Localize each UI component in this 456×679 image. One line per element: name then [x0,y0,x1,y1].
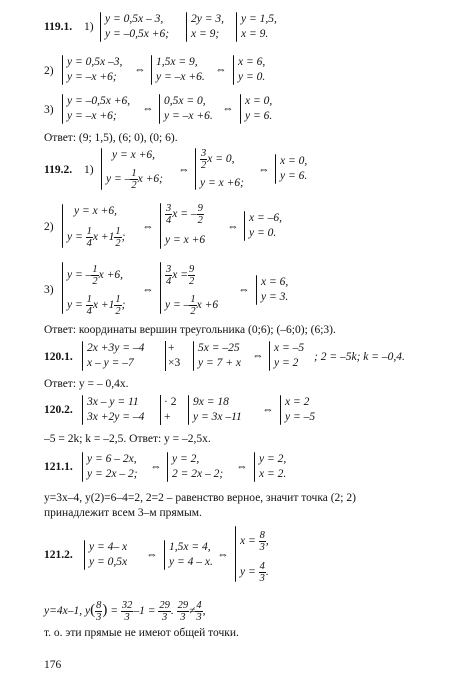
equation: y = 2, [172,453,200,465]
answer-text: –5 = 2k; k = –2,5. Ответ: y = –2,5x. [44,433,211,445]
operation-mark: ×3 [168,357,181,369]
system-brace [159,94,160,124]
equation: y = 2 [274,357,299,369]
fraction [259,561,266,584]
denominator: 2 [131,180,137,191]
system-brace [240,94,241,124]
equation: 2x +3y = –4 [87,342,145,354]
denominator: 2 [92,276,98,287]
denominator: 3 [180,612,186,623]
problem-label: 120.1. [44,351,73,363]
equiv-arrow: ⇔ [222,103,234,115]
system-brace [84,540,85,570]
equation: y = x +6, [112,149,155,161]
eq-text: y = – [106,173,131,186]
equation [165,294,218,317]
system-brace [236,12,237,42]
equation: y = 6. [245,110,273,122]
fraction [86,226,93,249]
eq-text: ; [121,231,126,244]
fraction [177,600,190,623]
system-brace [235,526,236,582]
numerator: 4 [259,561,265,572]
denominator: 3 [259,542,265,553]
system-brace [256,275,257,305]
eq-text: ≠ [189,605,196,618]
fraction [121,600,134,623]
problem-label: 121.2. [44,549,73,561]
denominator: 3 [196,612,202,623]
system-brace [186,12,187,42]
problem-label: 121.1. [44,461,73,473]
equiv-arrow: ⇔ [252,350,264,362]
operation-bar [160,395,161,425]
equation: y = 0. [249,227,277,239]
equation: y = –0,5x +6; [105,28,170,40]
equation: 1,5x = 9, [156,56,198,68]
eq-text: y=4x–1, y [44,605,91,618]
equation [165,264,195,287]
system-brace [233,55,234,85]
equation: y = 3. [261,291,289,303]
equation [106,168,163,191]
equiv-arrow: ⇔ [215,64,227,76]
equation: y = 4 – x. [169,556,213,568]
numerator: 1 [92,264,98,275]
problem-label: 119.1. [44,21,73,33]
equation [67,226,125,249]
denominator: 4 [86,238,92,249]
eq-text: –1 = [133,605,156,618]
operation-mark: + [164,411,171,423]
numerator: 3 [166,203,172,214]
equiv-arrow: ⇔ [238,284,250,296]
equation: y = 2x – 2; [87,468,138,480]
system-brace [151,55,152,85]
eq-text: x = [172,269,188,282]
equation: y = –5 [285,411,316,423]
system-brace [82,395,83,425]
denominator: 2 [115,238,121,249]
numerator: 8 [96,600,102,611]
paren: ( [90,602,96,619]
denominator: 2 [115,306,121,317]
system-brace [62,94,63,124]
numerator: 3 [166,264,172,275]
eq-text: . [170,605,174,618]
equation: y = x +6; [200,177,244,189]
equation: 3x – y = 11 [87,396,139,408]
item-number: 2) [44,221,54,233]
answer-text: Ответ: (9; 1,5), (6; 0), (0; 6). [44,132,178,144]
equiv-arrow: ⇔ [178,164,190,176]
equiv-arrow: ⇔ [146,549,158,561]
equation: 2y = 3, [191,13,224,25]
system-brace [244,211,245,241]
numerator: 1 [86,294,92,305]
eq-text: ; [121,299,126,312]
equation: y = 0,5x –3, [67,56,123,68]
equation: y = 7 + x [198,357,241,369]
equation: 1,5x = 4, [169,541,211,553]
equation: y = 0,5x [89,556,128,568]
eq-text: x = 0, [207,153,235,166]
numerator: 1 [131,168,137,179]
numerator: 29 [177,600,189,611]
item-number: 2) [44,65,54,77]
numerator: 9 [189,264,195,275]
equation: x = 0, [280,155,308,167]
answer-text: Ответ: y = – 0,4x. [44,378,129,390]
paren: ) [102,602,108,619]
eq-text: x = [240,535,256,548]
numerator: 4 [196,600,202,611]
system-brace [269,341,270,371]
item-number: 1) [84,21,94,33]
equation: y = –0,5x +6, [67,95,131,107]
equiv-arrow: ⇔ [236,461,248,473]
equation: ; 2 = –5k; k = –0,4. [314,351,405,363]
numerator: 3 [201,148,207,159]
equation [240,561,269,584]
eq-text: y = [67,231,83,244]
equation [240,530,269,553]
operation-mark: · 2 [164,396,177,408]
system-brace [195,148,196,190]
denominator: 4 [166,215,172,226]
equation: 5x = –25 [198,342,240,354]
numerator: 1 [115,294,121,305]
eq-text: y = – [67,269,92,282]
fraction [91,264,98,287]
item-number: 3) [44,284,54,296]
system-brace [160,262,161,314]
denominator: 3 [161,612,168,623]
equation: 9x = 18 [193,396,229,408]
body-text: y=3x–4, y(2)=6–4=2, 2=2 – равенство верное, значит точка (2; 2) [44,492,356,504]
system-brace [100,12,101,42]
equation: x = 9; [191,28,220,40]
fraction [158,600,171,623]
equation: y = 4– x [89,541,128,553]
equation: y = 3x –11 [193,411,242,423]
equation: x = 6, [261,276,289,288]
fraction [195,600,202,623]
system-brace [101,148,102,190]
system-brace [62,55,63,85]
eq-text: , [202,605,206,618]
eq-text: y = – [165,299,190,312]
numerator: 29 [159,600,170,611]
equiv-arrow: ⇔ [142,103,154,115]
denominator: 3 [96,612,102,623]
equation [200,148,235,171]
equation: x = 2. [259,468,287,480]
equiv-arrow: ⇔ [150,461,162,473]
fraction [189,294,196,317]
equation: x = –5 [274,342,305,354]
system-brace [167,452,168,482]
numerator: 9 [197,203,203,214]
numerator: 8 [259,530,265,541]
eq-text: x +6, [98,269,123,282]
fraction [197,203,204,226]
eq-text: x +1 [92,299,115,312]
denominator: 3 [259,573,265,584]
equation: y = 6. [280,170,308,182]
numerator: 1 [86,226,92,237]
equation [67,294,125,317]
system-brace [164,540,165,570]
eq-text: = [110,605,118,618]
denominator: 2 [190,306,196,317]
item-number: 3) [44,104,54,116]
body-text: принадлежит всем 3–м прямым. [44,507,202,519]
equiv-arrow: ⇔ [142,284,154,296]
fraction [188,264,195,287]
equation: y = –x +6. [164,110,213,122]
eq-text: , [265,535,269,548]
equiv-arrow: ⇔ [258,164,270,176]
problem-label: 119.2. [44,164,73,176]
equation: y = 0,5x – 3, [105,13,164,25]
equiv-arrow: ⇔ [217,549,229,561]
operation-mark: + [168,342,175,354]
item-number: 1) [84,164,94,176]
system-brace [62,204,63,248]
numerator: 1 [190,294,196,305]
equation: y = –x +6. [156,71,205,83]
answer-text: Ответ: координаты вершин треугольника (0;6); (–6;0); (6;3). [44,324,336,336]
equation [165,203,204,226]
equation: y = –x +6; [67,110,117,122]
equiv-arrow: ⇔ [262,404,274,416]
system-brace [62,262,63,314]
fraction [130,168,137,191]
equation: x – y = –7 [87,357,134,369]
problem-label: 120.2. [44,404,73,416]
numerator: 32 [121,600,133,611]
equation: y = 6 – 2x, [87,453,137,465]
eq-text: x +1 [92,231,115,244]
system-brace [82,341,83,371]
system-brace [160,203,161,249]
equation: 0,5x = 0, [164,95,206,107]
fraction [259,530,266,553]
denominator: 2 [197,215,203,226]
system-brace [254,452,255,482]
eq-text: x = – [172,208,197,221]
numerator: 1 [115,226,121,237]
eq-text: y = [240,566,256,579]
denominator: 2 [189,276,195,287]
equation: y = x +6 [165,234,206,246]
fraction [114,226,121,249]
denominator: 2 [201,160,207,171]
equiv-arrow: ⇔ [227,221,239,233]
equation: 3x +2y = –4 [87,411,145,423]
equation [44,600,206,623]
equiv-arrow: ⇔ [142,221,154,233]
system-brace [82,452,83,482]
equiv-arrow: ⇔ [134,64,146,76]
equation: y = 1,5, [241,13,277,25]
equation: x = 2 [285,396,310,408]
equation: x = 9. [241,28,269,40]
system-brace [193,341,194,371]
denominator: 4 [166,276,172,287]
equation [67,264,123,287]
fraction [86,294,93,317]
equation: y = x +6, [74,205,117,217]
conclusion-text: т. о. эти прямые не имеют общей точки. [44,627,239,639]
eq-text: x +6 [196,299,219,312]
equation: y = 2, [259,453,287,465]
equation: y = –x +6; [67,71,117,83]
operation-bar [165,341,166,371]
page-number: 176 [44,659,62,671]
system-brace [275,154,276,184]
equation: y = 0. [238,71,266,83]
equation: x = –6, [249,212,282,224]
system-brace [188,395,189,425]
denominator: 4 [86,306,92,317]
eq-text: . [265,566,269,579]
equation: x = 0, [245,95,273,107]
eq-text: y = [67,299,83,312]
fraction [114,294,121,317]
equation: x = 6, [238,56,266,68]
system-brace [280,395,281,425]
denominator: 3 [124,612,130,623]
equation: 2 = 2x – 2; [172,468,224,480]
eq-text: x +6; [137,173,163,186]
